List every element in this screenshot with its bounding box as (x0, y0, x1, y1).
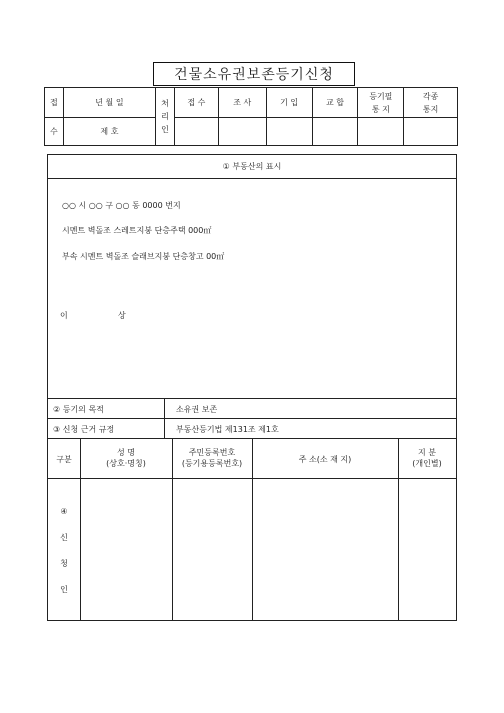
purpose-label: ② 등기의 목적 (53, 405, 104, 414)
applicant-header-row (48, 439, 456, 479)
applicant-col-id-line2: (등기용등록번호) (181, 459, 243, 468)
purpose-divider (164, 399, 165, 418)
applicant-col-category: 구분 (56, 455, 72, 464)
col-header-registration-notice: 등기필 통 지 (358, 88, 404, 118)
stamp-cell-giip[interactable] (266, 118, 312, 146)
applicant-side-char: ④ (60, 507, 68, 516)
form-title: 건물소유권보존등기신청 (153, 62, 355, 86)
property-section-heading: ① 부동산의 표시 (48, 155, 456, 179)
end-marker-right: 상 (118, 311, 126, 320)
property-address-line: ○○ 시 ○○ 구 ○○ 동 0000 번지 (62, 201, 181, 210)
property-annex-line: 부속 시멘트 벽돌조 슬래브지붕 단층창고 00㎡ (62, 252, 225, 261)
applicant-id-cell[interactable] (173, 479, 252, 620)
stamp-cell-jeopsu[interactable] (174, 118, 218, 146)
stamp-cell-gyohap[interactable] (312, 118, 358, 146)
applicant-side-char: 청 (60, 559, 68, 568)
receipt-date-label: 년 월 일 (63, 88, 155, 118)
applicant-col-share-line1: 지 분 (418, 448, 436, 457)
receipt-number-label: 제 호 (63, 118, 155, 146)
purpose-row (48, 399, 456, 419)
receipt-label-su: 수 (45, 118, 64, 146)
basis-label: ③ 신청 근거 규정 (53, 425, 115, 434)
applicant-col-id-number (172, 447, 252, 469)
basis-value[interactable]: 부동산등기법 제131조 제1호 (176, 425, 279, 434)
applicant-col-share-line2: (개인별) (412, 459, 442, 468)
applicant-col-name (80, 447, 172, 469)
applicant-col-address: 주 소(소 재 지) (298, 455, 352, 464)
applicant-side-label (48, 499, 80, 603)
receipt-label-jeop: 접 (45, 88, 64, 118)
col-header-giip: 기 입 (266, 88, 312, 118)
applicant-side-char: 신 (60, 533, 68, 542)
processing-char: 리 (161, 112, 169, 121)
receipt-table (44, 87, 458, 146)
application-body (47, 154, 457, 621)
stamp-cell-registration-notice[interactable] (358, 118, 404, 146)
applicant-col-name-line1: 성 명 (117, 448, 135, 457)
property-description-area[interactable] (48, 179, 456, 399)
applicant-col-share (398, 447, 456, 469)
applicant-side-char: 인 (60, 585, 68, 594)
processing-char: 처 (161, 99, 169, 108)
col-header-various-notice: 각종 통지 (404, 88, 458, 118)
basis-divider (164, 419, 165, 438)
applicant-body (48, 479, 456, 620)
processing-char: 인 (161, 125, 169, 134)
end-marker-left: 이 (60, 311, 68, 320)
property-building-line: 시멘트 벽돌조 스레트지붕 단층주택 000㎡ (62, 226, 212, 235)
processing-label (156, 88, 175, 146)
applicant-name-cell[interactable] (81, 479, 172, 620)
col-header-jeopsu: 접 수 (174, 88, 218, 118)
col-header-gyohap: 교 합 (312, 88, 358, 118)
stamp-cell-various-notice[interactable] (404, 118, 458, 146)
applicant-share-cell[interactable] (399, 479, 456, 620)
basis-row (48, 419, 456, 439)
stamp-cell-josa[interactable] (218, 118, 266, 146)
applicant-col-id-line1: 주민등록번호 (188, 448, 236, 457)
applicant-address-cell[interactable] (253, 479, 398, 620)
col-header-josa: 조 사 (218, 88, 266, 118)
applicant-col-name-line2: (상호·명칭) (106, 459, 146, 468)
purpose-value[interactable]: 소유권 보존 (176, 405, 218, 414)
